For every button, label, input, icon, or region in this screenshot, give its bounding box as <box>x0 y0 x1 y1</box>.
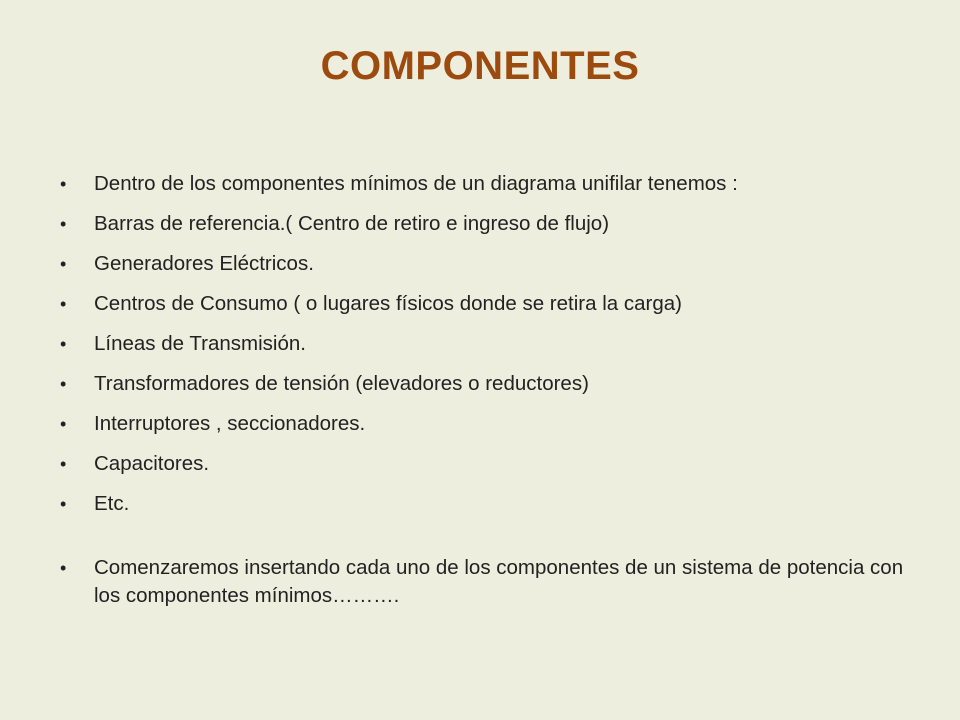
bullet-text: Etc. <box>94 492 130 515</box>
bullet-icon: • <box>60 454 67 474</box>
bullet-icon: • <box>60 558 67 578</box>
bullet-item <box>60 370 910 398</box>
bullet-text: Capacitores. <box>94 452 210 475</box>
slide-title: COMPONENTES <box>320 44 640 88</box>
bullet-text: Comenzaremos insertando cada uno de los componentes de un sistema de potencia con los componentes mínimos………. <box>94 556 904 607</box>
bullet-text: Líneas de Transmisión. <box>94 332 306 355</box>
bullet-text: Barras de referencia.( Centro de retiro e ingreso de flujo) <box>94 212 610 235</box>
bullet-icon: • <box>60 254 67 274</box>
bullet-item <box>60 170 910 198</box>
bullet-item <box>60 450 910 478</box>
bullet-icon: • <box>60 414 67 434</box>
bullet-item <box>60 554 910 610</box>
bullet-icon: • <box>60 334 67 354</box>
bullet-icon: • <box>60 174 67 194</box>
bullet-icon: • <box>60 294 67 314</box>
bullet-text: Dentro de los componentes mínimos de un diagrama unifilar tenemos : <box>94 172 738 195</box>
bullet-text: Centros de Consumo ( o lugares físicos donde se retira la carga) <box>94 292 682 315</box>
bullet-text: Interruptores , seccionadores. <box>94 412 366 435</box>
bullet-item <box>60 410 910 438</box>
bullet-icon: • <box>60 494 67 514</box>
bullet-item <box>60 210 910 238</box>
bullet-item <box>60 330 910 358</box>
bullet-icon: • <box>60 214 67 234</box>
bullet-text: Transformadores de tensión (elevadores o reductores) <box>94 372 589 395</box>
bullet-text: Generadores Eléctricos. <box>94 252 314 275</box>
bullet-item <box>60 490 910 518</box>
bullet-icon: • <box>60 374 67 394</box>
bullet-item <box>60 250 910 278</box>
bullet-list <box>60 170 910 622</box>
bullet-item <box>60 290 910 318</box>
